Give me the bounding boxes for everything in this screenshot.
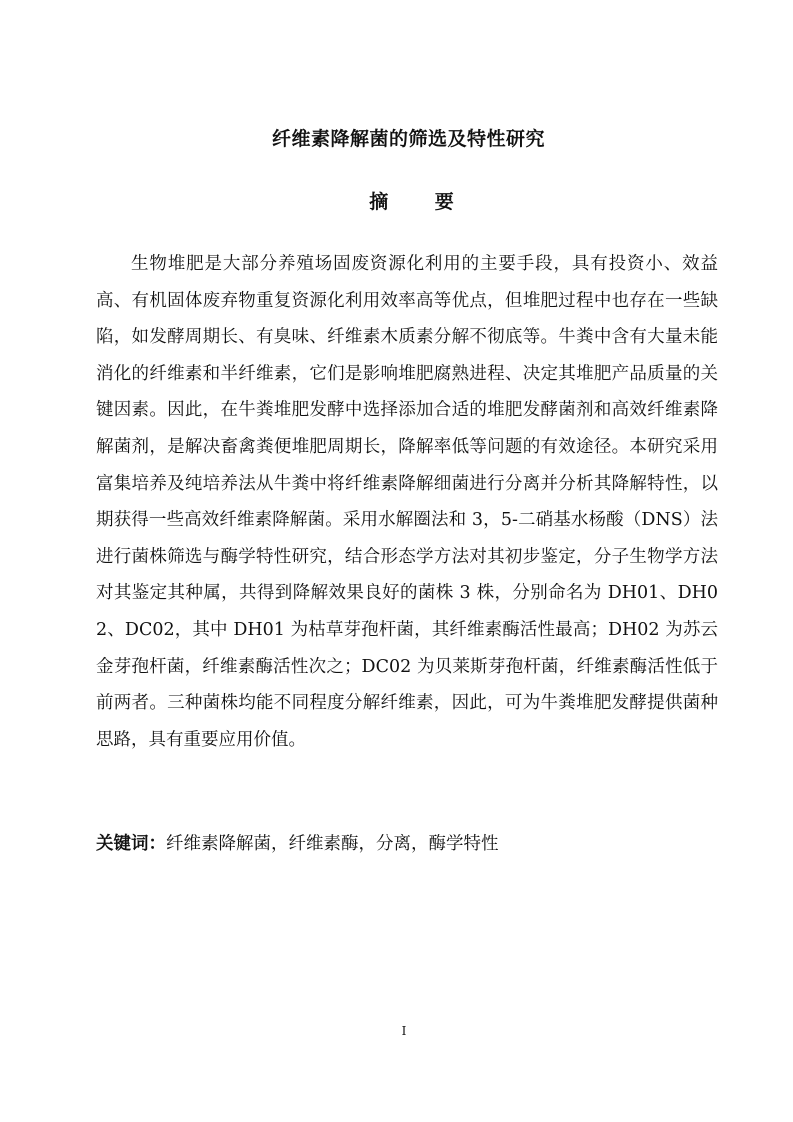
- paper-title: 纤维素降解菌的筛选及特性研究: [271, 128, 545, 150]
- keywords-text: 纤维素降解菌，纤维素酶，分离，酶学特性: [166, 834, 499, 854]
- keywords-label: 关键词：: [96, 834, 166, 854]
- abstract-heading: 摘 要: [369, 191, 474, 213]
- abstract-body: 生物堆肥是大部分养殖场固废资源化利用的主要手段，具有投资小、效益高、有机固体废弃物重复资源化利用效率高等优点，但堆肥过程中也存在一些缺陷，如发酵周期长、有臭味、纤维素木质素分解不彻底等。牛粪中含有大量未能消化的纤维素和半纤维素，它们是影响堆肥腐熟进程、决定其堆肥产品质量的关键因素。因此，在牛粪堆肥发酵中选择添加合适的堆肥发酵菌剂和高效纤维素降解菌剂，是解决畜禽粪便堆肥周期长，降解率低等问题的有效途径。本研究采用富集培养及纯培养法从牛粪中将纤维素降解细菌进行分离并分析其降解特性，以期获得一些高效纤维素降解菌。采用水解圈法和 3，5-二硝基水杨酸（DNS）法进行菌株筛选与酶学特性研究，结合形态学方法对其初步鉴定，分子生物学方法对其鉴定其种属，共得到降解效果良好的菌株 3 株，分别命名为 DH01、DH02、DC02，其中 DH01 为枯草芽孢杆菌，其纤维素酶活性最高；DH02 为苏云金芽孢杆菌，纤维素酶活性次之；DC02 为贝莱斯芽孢杆菌，纤维素酶活性低于前两者。三种菌株均能不同程度分解纤维素，因此，可为牛粪堆肥发酵提供菌种思路，具有重要应用价值。: [96, 254, 718, 750]
- page-number: I: [401, 1024, 407, 1038]
- keywords-line: [96, 829, 718, 859]
